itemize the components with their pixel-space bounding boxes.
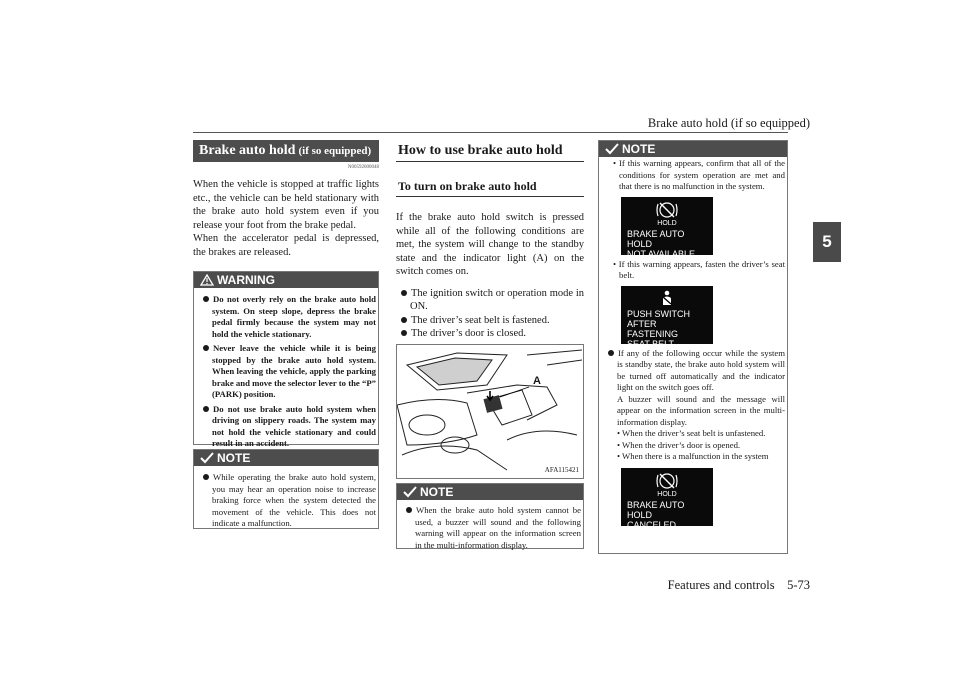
intro-paragraph: If the brake auto hold switch is pressed while all of the following conditions are met, the system will change to the standby state and the indicator light (A) on the switch comes on. <box>396 212 584 277</box>
note-header <box>599 141 787 157</box>
note-title: NOTE <box>622 142 656 156</box>
cancel-condition: • When the driver’s seat belt is unfastened. <box>617 428 766 438</box>
note-box <box>193 449 379 529</box>
note-subitem: • If this warning appears, confirm that all of the conditions for system operation are met and that there is no malfunction in the system. <box>613 158 785 191</box>
intro-paragraph-2: When the accelerator pedal is depressed, the brakes are released. <box>193 233 379 258</box>
display-line: NOT AVAILABLE <box>627 248 696 259</box>
note-check-icon <box>200 452 214 464</box>
display-not-available <box>621 197 713 259</box>
column-2 <box>396 140 584 550</box>
bullet-icon <box>203 345 209 351</box>
section-title-bar <box>193 140 379 162</box>
running-header: Brake auto hold (if so equipped) <box>647 116 810 130</box>
note-title: NOTE <box>217 451 251 465</box>
brake-hold-icon <box>655 472 679 490</box>
display-icon-label: HOLD <box>657 219 677 227</box>
display-line: CANCELED <box>627 519 677 530</box>
bullet-icon <box>203 296 209 302</box>
note-item: When the brake auto hold system cannot be used, a buzzer will sound and the following warning will appear on the information screen in the multi-information display. <box>397 505 581 551</box>
bullet-icon <box>401 330 407 336</box>
subsection-title-bar <box>396 177 584 197</box>
header-rule <box>193 132 788 133</box>
doc-code: N00592000048 <box>347 165 379 170</box>
note-box <box>396 483 584 549</box>
note-check-icon <box>605 143 619 155</box>
bullet-icon <box>608 350 614 356</box>
figure-id: AFA115421 <box>544 466 579 474</box>
brake-hold-icon <box>655 201 679 219</box>
note-item: If any of the following occur while the system is standby state, the brake auto hold system will be turned off automatically and the indicator light on the switch goes off. <box>599 348 785 394</box>
warning-title: WARNING <box>217 273 275 287</box>
display-line: SEAT BELT <box>627 338 675 349</box>
warning-icon <box>200 274 214 286</box>
condition-item: The driver’s seat belt is fastened. <box>396 314 584 328</box>
display-icon-label: HOLD <box>657 490 677 498</box>
note-subitem: • If this warning appears, fasten the driver’s seat belt. <box>613 258 785 280</box>
warning-header <box>194 272 378 288</box>
column-1 <box>193 140 379 529</box>
note-header <box>194 450 378 466</box>
seatbelt-icon <box>660 290 674 306</box>
warning-box <box>193 271 379 448</box>
section-title: How to use brake auto hold <box>398 142 563 158</box>
note-header <box>397 484 583 500</box>
cancel-condition: • When the driver’s door is opened. <box>617 439 741 450</box>
condition-item: The driver’s door is closed. <box>396 327 584 341</box>
section-title-suffix: (if so equipped) <box>298 145 372 157</box>
bullet-icon <box>203 474 209 480</box>
bullet-icon <box>401 317 407 323</box>
bullet-icon <box>401 290 407 296</box>
warning-item: Never leave the vehicle while it is being stopped by the brake auto hold system. When leaving the vehicle, apply the parking brake and move the selector lever to the “P” (PARK) position. <box>194 343 376 401</box>
switch-figure <box>396 344 584 479</box>
section-title-bar <box>396 140 584 162</box>
page-footer: Features and controls 5-73 <box>667 578 810 592</box>
display-push-switch <box>621 286 713 349</box>
note-continuation: A buzzer will sound and the message will appear on the information screen in the multi-information display. <box>617 393 785 427</box>
figure-callout-a: A <box>533 375 541 387</box>
display-line: AFTER FASTENING <box>627 318 679 339</box>
console-illustration <box>397 345 583 478</box>
note-box-large <box>598 140 788 554</box>
note-title: NOTE <box>420 485 454 499</box>
warning-item: Do not overly rely on the brake auto hold system. On steep slope, depress the brake pedal firmly because the system may not hold the vehicle stationary. <box>194 294 376 340</box>
display-line: PUSH SWITCH <box>627 308 690 319</box>
section-title: Brake auto hold <box>199 143 296 158</box>
note-item: While operating the brake auto hold system, you may hear an operation noise to increase braking force when the system detected the movement of the vehicle. This does not indicate a malfunction. <box>194 472 376 530</box>
display-canceled <box>621 468 713 530</box>
subsection-title: To turn on brake auto hold <box>398 179 537 193</box>
bullet-icon <box>406 507 412 513</box>
condition-item: The ignition switch or operation mode in ON. <box>396 287 584 314</box>
chapter-tab: 5 <box>813 222 841 262</box>
intro-paragraph: When the vehicle is stopped at traffic lights etc., the vehicle can be held stationary with the brake auto hold system even if you release your foot from the brake pedal. <box>193 179 379 231</box>
bullet-icon <box>203 406 209 412</box>
cancel-condition: • When there is a malfunction in the system <box>617 451 769 461</box>
display-line: BRAKE AUTO HOLD <box>627 499 685 520</box>
warning-item: Do not use brake auto hold system when driving on slippery roads. The system may not hold the vehicle stationary and could result in an accident. <box>194 404 376 450</box>
display-line: BRAKE AUTO HOLD <box>627 228 685 249</box>
note-check-icon <box>403 486 417 498</box>
